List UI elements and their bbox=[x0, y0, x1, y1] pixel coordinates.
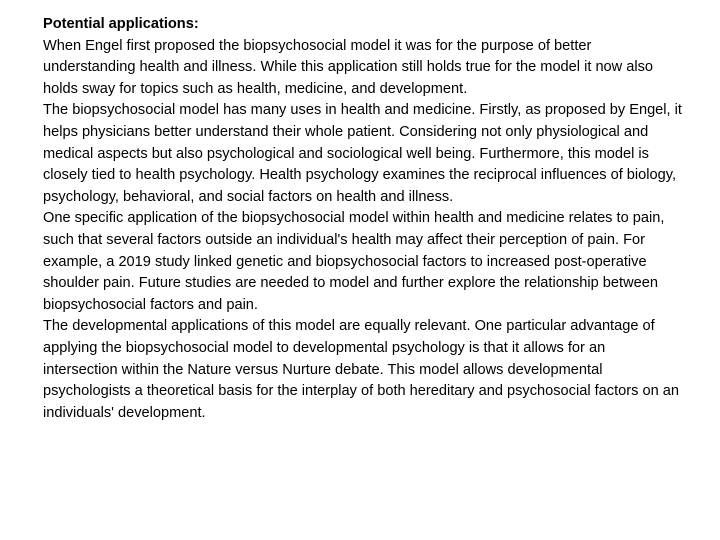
paragraph-developmental: The developmental applications of this model are equally relevant. One particular advantage of applying the biopsychosocial model to developmental psychology is that it allows for an intersection within the Nature versus Nurture debate. This model allows developmental psychologists a theoretical basis for the interplay of both hereditary and psychosocial factors on an individuals' development. bbox=[43, 318, 679, 421]
paragraph-health-medicine: The biopsychosocial model has many uses in health and medicine. Firstly, as proposed by Engel, it helps physicians better understand their whole patient. Considering not only physiological and medical aspects but also psychological and sociological well being. Furthermore, this model is closely tied to health psychology. Health psychology examines the reciprocal influences of biology, psychology, behavioral, and social factors on health and illness. bbox=[43, 102, 682, 205]
section-heading: Potential applications: bbox=[43, 16, 199, 32]
text-block bbox=[43, 14, 683, 424]
paragraph-intro: When Engel first proposed the biopsychosocial model it was for the purpose of better understanding health and illness. While this application still holds true for the model it now also holds sway for topics such as health, medicine, and development. bbox=[43, 37, 654, 97]
paragraph-pain: One specific application of the biopsychosocial model within health and medicine relates to pain, such that several factors outside an individual's health may affect their perception of pain. For example, a 2019 study linked genetic and biopsychosocial factors to increased post-operative shoulder pain. Future studies are needed to model and further explore the relationship between biopsychosocial factors and pain. bbox=[43, 210, 665, 313]
